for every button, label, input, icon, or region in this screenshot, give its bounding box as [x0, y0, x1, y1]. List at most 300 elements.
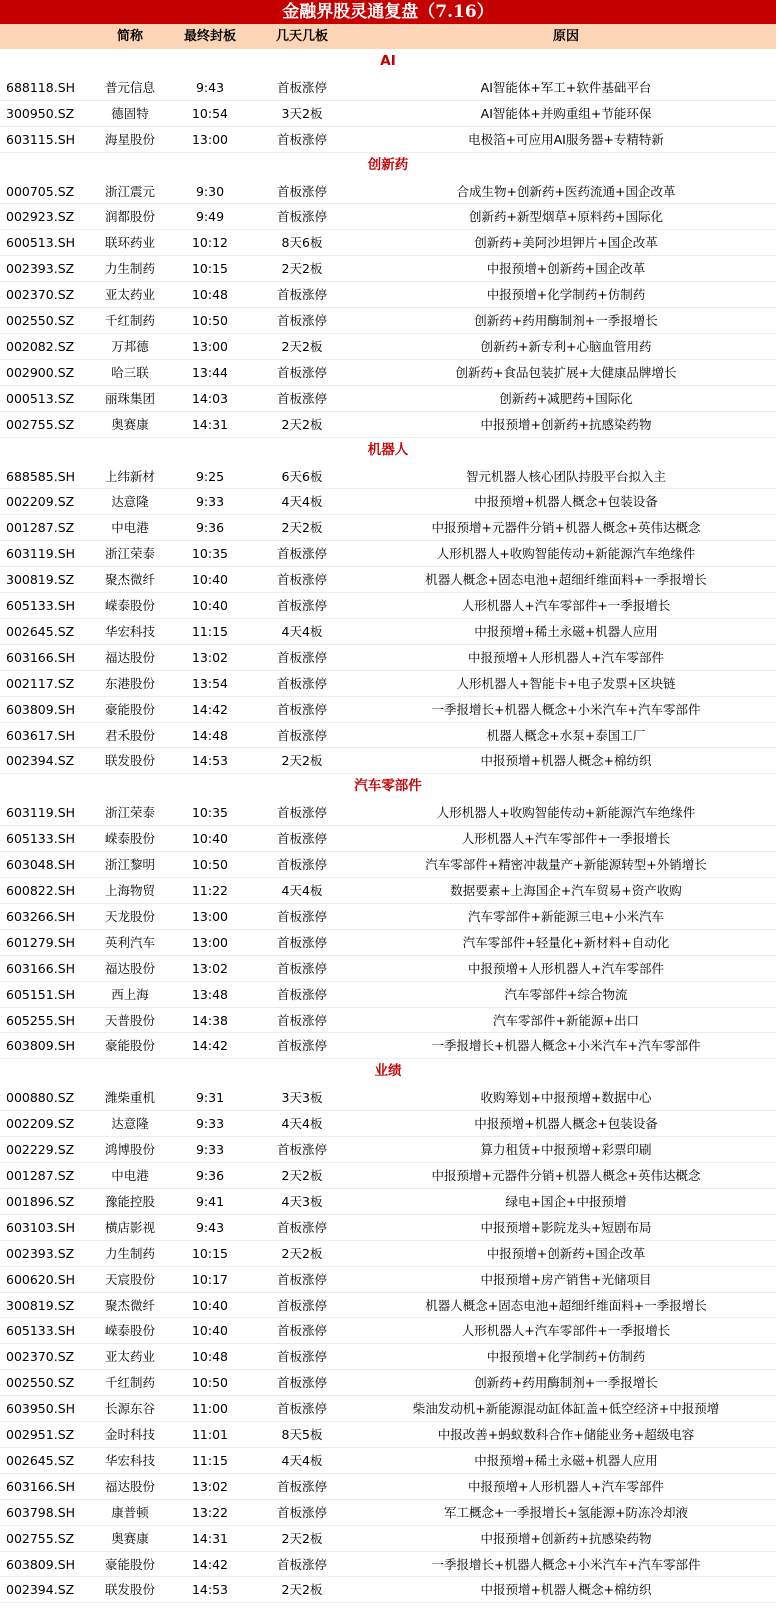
table-row — [0, 619, 776, 645]
table-row — [0, 723, 776, 749]
cell-time: 13:22 — [191, 1504, 229, 1520]
cell-time: 14:31 — [191, 1530, 229, 1546]
cell-time: 9:36 — [195, 520, 225, 536]
cell-code: 688585.SH — [6, 468, 76, 484]
cell-name: 润都股份 — [104, 209, 155, 225]
cell-name: 中电港 — [111, 520, 149, 536]
cell-reason: 汽车零部件+轻量化+新材料+自动化 — [462, 934, 670, 950]
cell-code: 000880.SZ — [6, 1090, 75, 1106]
cell-time: 10:50 — [191, 1375, 229, 1391]
cell-code: 002394.SZ — [6, 1582, 75, 1598]
cell-time: 14:42 — [191, 1038, 229, 1054]
cell-name: 德固特 — [111, 105, 149, 121]
cell-name: 豫能控股 — [104, 1193, 155, 1209]
cell-time: 9:49 — [195, 209, 225, 225]
cell-boards: 首板涨停 — [276, 1142, 327, 1158]
section-header: 创新药 — [367, 156, 409, 173]
cell-name: 横店影视 — [104, 1219, 155, 1235]
cell-boards: 首板涨停 — [276, 131, 327, 147]
cell-code: 000513.SZ — [6, 390, 75, 406]
cell-boards: 首板涨停 — [276, 598, 327, 614]
table-row — [0, 489, 776, 515]
header-reason: 原因 — [552, 29, 579, 44]
cell-name: 达意隆 — [111, 494, 149, 510]
cell-code: 002951.SZ — [6, 1427, 75, 1443]
section-header: AI — [380, 53, 396, 69]
cell-reason: 创新药+药用酶制剂+一季报增长 — [474, 313, 658, 329]
table-row — [0, 75, 776, 101]
cell-reason: 汽车零部件+新能源+出口 — [493, 1012, 639, 1028]
cell-name: 万邦德 — [111, 338, 149, 354]
cell-boards: 首板涨停 — [276, 649, 327, 665]
table-row — [0, 852, 776, 878]
table-row — [0, 1189, 776, 1215]
table-row — [0, 671, 776, 697]
cell-reason: 中报预增+机器人概念+包装设备 — [474, 1116, 658, 1132]
cell-time: 13:00 — [191, 131, 229, 147]
cell-reason: 中报预增+稀土永磁+机器人应用 — [474, 1452, 658, 1468]
cell-time: 11:15 — [191, 1452, 229, 1468]
section-header: 业绩 — [374, 1063, 402, 1080]
cell-time: 14:53 — [191, 753, 229, 769]
cell-time: 13:00 — [191, 338, 229, 354]
cell-reason: 柴油发动机+新能源混动缸体缸盖+低空经济+中报预增 — [412, 1401, 720, 1417]
cell-boards: 首板涨停 — [276, 831, 327, 847]
table-row — [0, 515, 776, 541]
cell-time: 9:43 — [195, 79, 225, 95]
cell-reason: 智元机器人核心团队持股平台拟入主 — [465, 468, 666, 484]
cell-code: 002755.SZ — [6, 416, 75, 432]
cell-code: 002550.SZ — [6, 1375, 75, 1391]
cell-name: 英利汽车 — [104, 934, 155, 950]
table-row — [0, 1552, 776, 1578]
cell-reason: 电极箔+可应用AI服务器+专精特新 — [468, 131, 664, 147]
cell-time: 9:36 — [195, 1167, 225, 1183]
cell-code: 300819.SZ — [6, 572, 75, 588]
cell-name: 聚杰微纤 — [104, 1297, 155, 1313]
cell-time: 10:35 — [191, 546, 229, 562]
table-row — [0, 282, 776, 308]
cell-boards: 4天4板 — [281, 1452, 323, 1468]
table-row — [0, 1318, 776, 1344]
cell-code: 002923.SZ — [6, 209, 75, 225]
table-row — [0, 1344, 776, 1370]
cell-reason: 中报预增+房产销售+光储项目 — [480, 1271, 652, 1287]
cell-boards: 2天2板 — [281, 520, 323, 536]
table-row — [0, 464, 776, 490]
cell-code: 603119.SH — [6, 805, 76, 821]
cell-reason: 创新药+食品包装扩展+大健康品牌增长 — [455, 364, 677, 380]
cell-name: 亚太药业 — [104, 1349, 155, 1365]
cell-time: 13:02 — [191, 1478, 229, 1494]
cell-name: 浙江震元 — [104, 183, 155, 199]
cell-reason: 一季报增长+机器人概念+小米汽车+汽车零部件 — [431, 1556, 701, 1572]
cell-code: 002393.SZ — [6, 261, 75, 277]
cell-time: 9:41 — [195, 1193, 225, 1209]
table-row — [0, 204, 776, 230]
cell-reason: 人形机器人+收购智能传动+新能源汽车绝缘件 — [436, 546, 696, 562]
cell-code: 600620.SH — [6, 1271, 76, 1287]
cell-boards: 首板涨停 — [276, 1556, 327, 1572]
cell-name: 嵘泰股份 — [104, 1323, 155, 1339]
table-row — [0, 179, 776, 205]
cell-code: 603266.SH — [6, 908, 76, 924]
cell-name: 长源东谷 — [104, 1401, 155, 1417]
cell-name: 浙江荣泰 — [104, 805, 155, 821]
cell-code: 601279.SH — [6, 934, 76, 950]
cell-code: 002082.SZ — [6, 338, 75, 354]
table-row — [0, 230, 776, 256]
cell-boards: 2天2板 — [281, 1245, 323, 1261]
table-row — [0, 1577, 776, 1603]
table-row — [0, 334, 776, 360]
cell-code: 002393.SZ — [6, 1245, 75, 1261]
cell-name: 康普顿 — [111, 1504, 149, 1520]
cell-code: 603166.SH — [6, 649, 76, 665]
cell-boards: 2天2板 — [281, 338, 323, 354]
cell-code: 001287.SZ — [6, 520, 75, 536]
cell-reason: AI智能体+并购重组+节能环保 — [480, 105, 652, 121]
cell-reason: 中报预增+创新药+抗感染药物 — [480, 416, 652, 432]
cell-time: 10:48 — [191, 287, 229, 303]
table-row — [0, 101, 776, 127]
table-row — [0, 826, 776, 852]
table-row — [0, 1085, 776, 1111]
cell-name: 华宏科技 — [104, 623, 155, 639]
cell-time: 14:31 — [191, 416, 229, 432]
cell-boards: 2天2板 — [281, 416, 323, 432]
cell-boards: 8天5板 — [281, 1427, 323, 1443]
table-row — [0, 1526, 776, 1552]
cell-boards: 4天3板 — [281, 1193, 323, 1209]
cell-time: 14:53 — [191, 1582, 229, 1598]
cell-code: 002645.SZ — [6, 623, 75, 639]
cell-time: 9:43 — [195, 1219, 225, 1235]
cell-boards: 首板涨停 — [276, 986, 327, 1002]
cell-name: 联发股份 — [104, 753, 155, 769]
cell-boards: 首板涨停 — [276, 79, 327, 95]
cell-boards: 首板涨停 — [276, 934, 327, 950]
table-row — [0, 256, 776, 282]
cell-reason: AI智能体+军工+软件基础平台 — [480, 79, 652, 95]
table-row — [0, 1500, 776, 1526]
cell-code: 603617.SH — [6, 727, 76, 743]
cell-code: 605151.SH — [6, 986, 76, 1002]
cell-reason: 中报预增+影院龙头+短剧布局 — [480, 1219, 652, 1235]
page-title: 金融界股灵通复盘（7.16） — [0, 0, 776, 24]
cell-boards: 首板涨停 — [276, 183, 327, 199]
cell-name: 千红制药 — [104, 1375, 155, 1391]
table-row — [0, 1111, 776, 1137]
cell-time: 13:00 — [191, 934, 229, 950]
cell-name: 东港股份 — [104, 675, 155, 691]
cell-name: 浙江黎明 — [104, 857, 155, 873]
cell-name: 福达股份 — [104, 1478, 155, 1494]
table-row — [0, 1448, 776, 1474]
cell-reason: 中报预增+机器人概念+棉纺织 — [480, 1582, 652, 1598]
cell-code: 002229.SZ — [6, 1142, 75, 1158]
table-row — [0, 567, 776, 593]
cell-time: 13:02 — [191, 649, 229, 665]
cell-time: 14:48 — [191, 727, 229, 743]
cell-boards: 首板涨停 — [276, 1038, 327, 1054]
cell-name: 海星股份 — [104, 131, 155, 147]
cell-time: 13:48 — [191, 986, 229, 1002]
cell-code: 002117.SZ — [6, 675, 75, 691]
cell-name: 达意隆 — [111, 1116, 149, 1132]
cell-reason: 中报预增+元器件分销+机器人概念+英伟达概念 — [431, 520, 701, 536]
cell-time: 14:38 — [191, 1012, 229, 1028]
cell-name: 普元信息 — [104, 79, 155, 95]
cell-boards: 首板涨停 — [276, 1323, 327, 1339]
cell-reason: 人形机器人+汽车零部件+一季报增长 — [461, 1323, 671, 1339]
table-row — [0, 1422, 776, 1448]
cell-code: 603048.SH — [6, 857, 76, 873]
cell-reason: 中报改善+蚂蚁数科合作+储能业务+超级电容 — [437, 1427, 695, 1443]
cell-reason: 机器人概念+固态电池+超细纤维面料+一季报增长 — [425, 572, 707, 588]
cell-boards: 首板涨停 — [276, 1375, 327, 1391]
cell-code: 603950.SH — [6, 1401, 76, 1417]
cell-reason: 中报预增+稀土永磁+机器人应用 — [474, 623, 658, 639]
cell-reason: 中报预增+创新药+抗感染药物 — [480, 1530, 652, 1546]
cell-boards: 4天4板 — [281, 623, 323, 639]
table-row — [0, 904, 776, 930]
cell-reason: 一季报增长+机器人概念+小米汽车+汽车零部件 — [431, 701, 701, 717]
cell-code: 002209.SZ — [6, 494, 75, 510]
cell-boards: 首板涨停 — [276, 1297, 327, 1313]
cell-reason: 中报预增+元器件分销+机器人概念+英伟达概念 — [431, 1167, 701, 1183]
cell-boards: 2天2板 — [281, 753, 323, 769]
cell-reason: 中报预增+人形机器人+汽车零部件 — [468, 1478, 664, 1494]
table-row — [0, 930, 776, 956]
cell-time: 13:54 — [191, 675, 229, 691]
cell-boards: 首板涨停 — [276, 1271, 327, 1287]
cell-code: 603809.SH — [6, 1556, 76, 1572]
cell-boards: 2天2板 — [281, 1582, 323, 1598]
cell-name: 嵘泰股份 — [104, 598, 155, 614]
cell-time: 11:00 — [191, 1401, 229, 1417]
cell-name: 上纬新材 — [104, 468, 155, 484]
table-row — [0, 1293, 776, 1319]
cell-name: 哈三联 — [111, 364, 149, 380]
cell-time: 10:40 — [191, 831, 229, 847]
cell-name: 联环药业 — [104, 235, 155, 251]
cell-time: 10:40 — [191, 598, 229, 614]
cell-time: 11:22 — [191, 883, 229, 898]
table-header — [0, 24, 776, 49]
cell-boards: 首板涨停 — [276, 209, 327, 225]
cell-time: 13:00 — [191, 908, 229, 924]
cell-reason: 中报预增+创新药+国企改革 — [486, 261, 646, 277]
cell-name: 嵘泰股份 — [104, 831, 155, 847]
cell-reason: 军工概念+一季报增长+氢能源+防冻冷却液 — [444, 1504, 688, 1520]
cell-reason: 人形机器人+汽车零部件+一季报增长 — [461, 598, 671, 614]
cell-code: 600822.SH — [6, 883, 76, 898]
table-row — [0, 697, 776, 723]
cell-boards: 首板涨停 — [276, 675, 327, 691]
cell-code: 603809.SH — [6, 1038, 76, 1054]
cell-boards: 首板涨停 — [276, 1219, 327, 1235]
table-row — [0, 748, 776, 774]
cell-name: 豪能股份 — [104, 1556, 155, 1572]
table-row — [0, 308, 776, 334]
cell-time: 9:33 — [195, 1142, 225, 1158]
table-row — [0, 1370, 776, 1396]
cell-name: 亚太药业 — [104, 287, 155, 303]
cell-name: 中电港 — [111, 1167, 149, 1183]
table-row — [0, 1137, 776, 1163]
cell-time: 13:02 — [191, 960, 229, 976]
cell-name: 华宏科技 — [104, 1452, 155, 1468]
section-header: 汽车零部件 — [354, 778, 422, 795]
cell-reason: 中报预增+人形机器人+汽车零部件 — [468, 649, 664, 665]
cell-name: 联发股份 — [104, 1582, 155, 1598]
cell-name: 西上海 — [111, 986, 149, 1002]
cell-code: 001896.SZ — [6, 1193, 75, 1209]
cell-time: 10:54 — [191, 105, 229, 121]
cell-boards: 8天6板 — [281, 235, 323, 251]
header-time: 最终封板 — [183, 29, 236, 44]
cell-name: 千红制药 — [104, 313, 155, 329]
table-row — [0, 878, 776, 904]
table-row — [0, 1163, 776, 1189]
cell-reason: 中报预增+化学制药+仿制药 — [486, 287, 646, 303]
table-row — [0, 1008, 776, 1034]
cell-time: 14:42 — [191, 701, 229, 717]
cell-time: 9:30 — [195, 183, 225, 199]
cell-boards: 首板涨停 — [276, 1504, 327, 1520]
cell-reason: 创新药+减肥药+国际化 — [499, 390, 633, 406]
cell-time: 10:35 — [191, 805, 229, 821]
cell-boards: 2天2板 — [281, 1530, 323, 1546]
cell-code: 603166.SH — [6, 960, 76, 976]
cell-code: 002394.SZ — [6, 753, 75, 769]
header-boards: 几天几板 — [275, 29, 328, 44]
cell-time: 9:31 — [195, 1090, 225, 1106]
cell-reason: 创新药+新型烟草+原料药+国际化 — [469, 209, 663, 225]
cell-time: 11:15 — [191, 623, 229, 639]
table-row — [0, 1267, 776, 1293]
cell-time: 14:42 — [191, 1556, 229, 1572]
cell-name: 豪能股份 — [104, 701, 155, 717]
cell-reason: 汽车零部件+新能源三电+小米汽车 — [468, 908, 664, 924]
cell-code: 002370.SZ — [6, 287, 75, 303]
cell-boards: 2天2板 — [281, 261, 323, 277]
cell-name: 浙江荣泰 — [104, 546, 155, 562]
cell-boards: 首板涨停 — [276, 364, 327, 380]
cell-time: 14:03 — [191, 390, 229, 406]
cell-name: 天宸股份 — [104, 1271, 155, 1287]
table-row — [0, 127, 776, 153]
cell-boards: 首板涨停 — [276, 1012, 327, 1028]
cell-reason: 创新药+药用酶制剂+一季报增长 — [474, 1375, 658, 1391]
cell-code: 603166.SH — [6, 1478, 76, 1494]
cell-code: 605133.SH — [6, 831, 76, 847]
table-row — [0, 956, 776, 982]
cell-name: 力生制药 — [104, 261, 155, 277]
table-row — [0, 1215, 776, 1241]
cell-code: 001287.SZ — [6, 1167, 75, 1183]
cell-name: 奥赛康 — [111, 1530, 149, 1546]
cell-time: 9:33 — [195, 1116, 225, 1132]
table-row — [0, 645, 776, 671]
cell-code: 002370.SZ — [6, 1349, 75, 1365]
cell-time: 10:15 — [191, 261, 229, 277]
cell-code: 002645.SZ — [6, 1452, 75, 1468]
cell-boards: 首板涨停 — [276, 1478, 327, 1494]
cell-time: 10:40 — [191, 572, 229, 588]
cell-time: 11:01 — [191, 1427, 229, 1443]
section-header: 机器人 — [367, 441, 409, 458]
table-row — [0, 386, 776, 412]
table-row — [0, 1474, 776, 1500]
table-row — [0, 593, 776, 619]
table-row — [0, 1033, 776, 1059]
cell-name: 福达股份 — [104, 960, 155, 976]
table-body — [0, 49, 776, 1603]
cell-code: 000705.SZ — [6, 183, 75, 199]
cell-boards: 首板涨停 — [276, 908, 327, 924]
cell-code: 002209.SZ — [6, 1116, 75, 1132]
cell-code: 603809.SH — [6, 701, 76, 717]
cell-code: 600513.SH — [6, 235, 76, 251]
cell-code: 688118.SH — [6, 79, 76, 95]
cell-time: 10:15 — [191, 1245, 229, 1261]
cell-reason: 创新药+新专利+心脑血管用药 — [480, 338, 652, 354]
table-row — [0, 541, 776, 567]
header-name: 简称 — [116, 29, 143, 44]
cell-reason: 收购筹划+中报预增+数据中心 — [480, 1090, 652, 1106]
cell-time: 10:50 — [191, 313, 229, 329]
cell-code: 002550.SZ — [6, 313, 75, 329]
cell-name: 君禾股份 — [104, 727, 155, 743]
cell-reason: 数据要素+上海国企+汽车贸易+资产收购 — [450, 883, 682, 898]
cell-code: 605133.SH — [6, 598, 76, 614]
cell-name: 鸿博股份 — [104, 1142, 155, 1158]
cell-reason: 创新药+美阿沙坦钾片+国企改革 — [474, 235, 658, 251]
cell-boards: 首板涨停 — [276, 701, 327, 717]
cell-boards: 首板涨停 — [276, 960, 327, 976]
cell-reason: 人形机器人+收购智能传动+新能源汽车绝缘件 — [436, 805, 696, 821]
cell-code: 002755.SZ — [6, 1530, 75, 1546]
table-row — [0, 1396, 776, 1422]
cell-boards: 4天4板 — [281, 1116, 323, 1132]
cell-boards: 首板涨停 — [276, 287, 327, 303]
cell-reason: 中报预增+机器人概念+包装设备 — [474, 494, 658, 510]
cell-time: 10:48 — [191, 1349, 229, 1365]
cell-boards: 首板涨停 — [276, 727, 327, 743]
cell-reason: 汽车零部件+精密冲裁量产+新能源转型+外销增长 — [425, 857, 707, 873]
cell-reason: 绿电+国企+中报预增 — [505, 1193, 627, 1209]
cell-name: 金时科技 — [104, 1427, 155, 1443]
cell-boards: 首板涨停 — [276, 1401, 327, 1417]
cell-code: 605255.SH — [6, 1012, 76, 1028]
cell-name: 天龙股份 — [104, 908, 155, 924]
cell-boards: 首板涨停 — [276, 1349, 327, 1365]
cell-name: 聚杰微纤 — [104, 572, 155, 588]
cell-reason: 中报预增+人形机器人+汽车零部件 — [468, 960, 664, 976]
cell-reason: 人形机器人+智能卡+电子发票+区块链 — [456, 675, 676, 691]
cell-reason: 算力租赁+中报预增+彩票印刷 — [480, 1142, 652, 1158]
cell-name: 力生制药 — [104, 1245, 155, 1261]
cell-reason: 合成生物+创新药+医药流通+国企改革 — [456, 183, 676, 199]
cell-name: 天普股份 — [104, 1012, 155, 1028]
table-row — [0, 360, 776, 386]
cell-code: 603119.SH — [6, 546, 76, 562]
cell-time: 13:44 — [191, 364, 229, 380]
cell-name: 福达股份 — [104, 649, 155, 665]
cell-reason: 汽车零部件+综合物流 — [504, 986, 628, 1002]
